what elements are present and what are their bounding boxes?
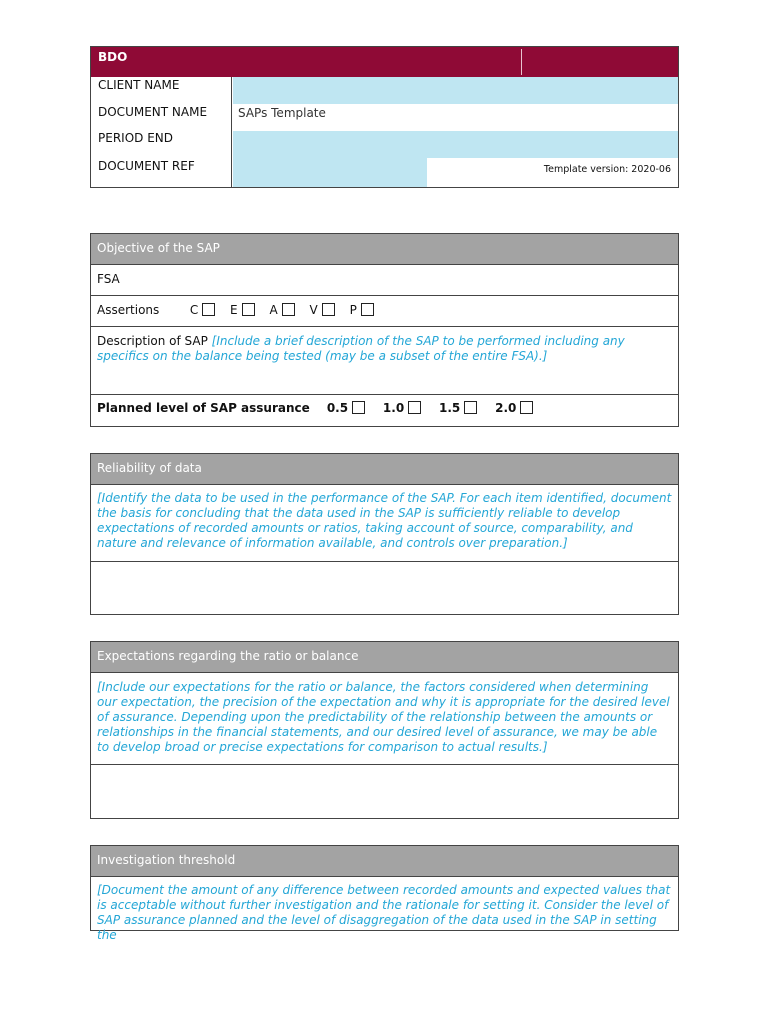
- assurance-option-0-5[interactable]: 0.5: [327, 401, 365, 415]
- expectations-section: [90, 641, 679, 819]
- assurance-row: [91, 395, 678, 425]
- document-name-value: SAPs Template: [238, 106, 326, 120]
- reliability-title: Reliability of data: [91, 454, 678, 485]
- threshold-title: Investigation threshold: [91, 846, 678, 877]
- description-guidance: [Include a brief description of the SAP to be performed including any specifics on the balance being tested (may be a subset of the entire FSA).]: [97, 334, 625, 363]
- document-header: [90, 46, 679, 188]
- assertion-e-checkbox[interactable]: [242, 303, 255, 316]
- document-ref-field[interactable]: [233, 158, 427, 187]
- assurance-option-2-0[interactable]: 2.0: [495, 401, 533, 415]
- assertion-c-checkbox[interactable]: [202, 303, 215, 316]
- assurance-0-5-checkbox[interactable]: [352, 401, 365, 414]
- header-banner: [91, 47, 678, 77]
- assurance-1-5-checkbox[interactable]: [464, 401, 477, 414]
- client-name-field[interactable]: [233, 77, 678, 104]
- reliability-section: [90, 453, 679, 615]
- assurance-option-1-5[interactable]: 1.5: [439, 401, 477, 415]
- assertion-option-p[interactable]: P: [350, 303, 374, 317]
- period-end-field[interactable]: [233, 131, 678, 158]
- objective-section: [90, 233, 679, 427]
- assertion-p-checkbox[interactable]: [361, 303, 374, 316]
- assertion-option-v[interactable]: V: [310, 303, 335, 317]
- assertion-option-a[interactable]: A: [269, 303, 294, 317]
- assertion-v-checkbox[interactable]: [322, 303, 335, 316]
- description-row[interactable]: [91, 327, 678, 395]
- header-labels: [91, 77, 232, 187]
- description-label: Description of SAP: [97, 334, 208, 348]
- assurance-1-0-checkbox[interactable]: [408, 401, 421, 414]
- objective-title: Objective of the SAP: [91, 234, 678, 265]
- brand-name: BDO: [98, 50, 128, 64]
- expectations-response-field[interactable]: [91, 765, 678, 818]
- expectations-guidance: [Include our expectations for the ratio or balance, the factors considered when determining our expectation, the precision of the expectation and why it is appropriate for the desired level of assurance. Depending upon the predictability of the relationship between the amounts or relationships in the financial statements, and our desired level of assurance, we may be able to develop broad or precise expectations for comparison to actual results.]: [97, 680, 670, 754]
- reliability-guidance-row: [91, 485, 678, 562]
- assertions-label: Assertions: [97, 303, 160, 317]
- reliability-response-field[interactable]: [91, 562, 678, 614]
- fsa-row: [91, 265, 678, 296]
- client-name-label: CLIENT NAME: [98, 78, 180, 92]
- reliability-guidance: [Identify the data to be used in the performance of the SAP. For each item identified, document the basis for concluding that the data used in the SAP is sufficiently reliable to develop expectations of recorded amounts or ratios, taking account of source, comparability, and nature and relevance of information available, and controls over preparation.]: [97, 491, 672, 550]
- assertion-option-e[interactable]: E: [230, 303, 255, 317]
- threshold-guidance-row: [91, 877, 678, 942]
- expectations-title: Expectations regarding the ratio or balance: [91, 642, 678, 673]
- expectations-guidance-row: [91, 673, 678, 765]
- period-end-label: PERIOD END: [98, 131, 173, 145]
- assurance-2-0-checkbox[interactable]: [520, 401, 533, 414]
- assertions-row: [91, 296, 678, 327]
- assertion-option-c[interactable]: C: [190, 303, 215, 317]
- header-divider: [521, 49, 522, 75]
- template-version: Template version: 2020-06: [543, 164, 671, 175]
- assertion-a-checkbox[interactable]: [282, 303, 295, 316]
- document-name-label: DOCUMENT NAME: [98, 105, 208, 119]
- threshold-guidance: [Document the amount of any difference between recorded amounts and expected values that is acceptable without further investigation and the rationale for setting it. Consider the level of SAP assurance planned and the level of disaggregation of the data used in the SAP in setting the: [97, 883, 671, 942]
- document-ref-label: DOCUMENT REF: [98, 159, 195, 173]
- assurance-label: Planned level of SAP assurance: [97, 401, 310, 415]
- threshold-section: [90, 845, 679, 942]
- assurance-option-1-0[interactable]: 1.0: [383, 401, 421, 415]
- fsa-label: FSA: [97, 272, 120, 286]
